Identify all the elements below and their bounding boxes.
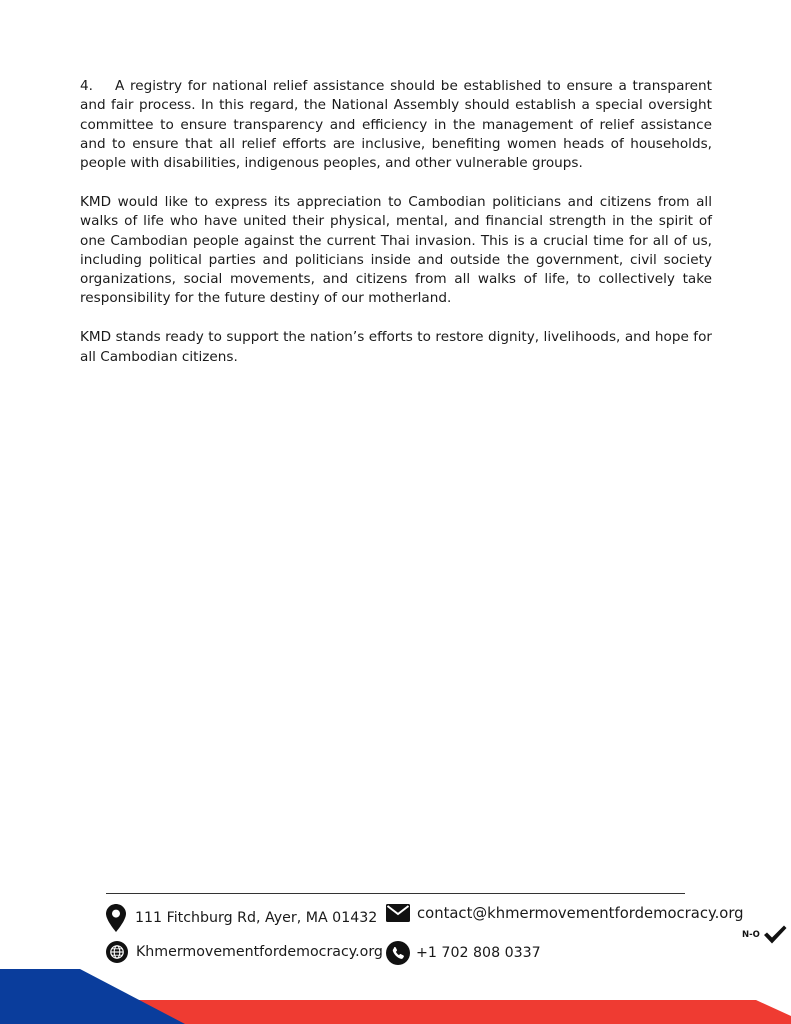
checkmark-icon — [763, 925, 787, 945]
red-band — [130, 1000, 791, 1024]
item-text: A registry for national relief assistance should be established to ensure a transparent and fair process. In this regard, the National Assembly should establish a special oversight committee to ensure transparency and efficiency in the management of relief assistance and to ensure that all relief efforts are inclusive, benefiting women heads of households, people with disabilities, indigenous peoples, and other vulnerable groups. — [80, 78, 712, 172]
logo-text: N-O — [742, 930, 760, 940]
footer-address — [106, 904, 377, 932]
footer-divider — [106, 893, 685, 894]
phone-text[interactable]: +1 702 808 0337 — [416, 945, 541, 961]
numbered-item-4 — [80, 77, 712, 173]
closing-paragraph: KMD stands ready to support the nation’s efforts to restore dignity, livelihoods, and hope for all Cambodian citizens. — [80, 329, 712, 365]
map-pin-icon — [106, 904, 126, 932]
document-body — [80, 77, 712, 386]
appreciation-paragraph: KMD would like to express its appreciation to Cambodian politicians and citizens from all walks of life who have united their physical, mental, and financial strength in the spirit of one Cambodian people against the current Thai invasion. This is a crucial time for all of us, including political parties and politicians inside and outside the government, civil society organizations, social movements, and citizens from all walks of life, to collectively take responsibility for the future destiny of our motherland. — [80, 193, 712, 307]
nvo-logo — [742, 925, 787, 945]
footer-email[interactable] — [386, 904, 744, 922]
email-link[interactable]: contact@khmermovementfordemocracy.org — [417, 904, 744, 922]
blue-band — [0, 969, 185, 1024]
envelope-icon — [386, 904, 410, 922]
address-text: 111 Fitchburg Rd, Ayer, MA 01432 — [135, 910, 378, 926]
website-link[interactable]: Khmermovementfordemocracy.org — [136, 944, 383, 960]
footer-color-bands — [0, 960, 791, 1024]
item-number: 4. — [80, 78, 93, 94]
